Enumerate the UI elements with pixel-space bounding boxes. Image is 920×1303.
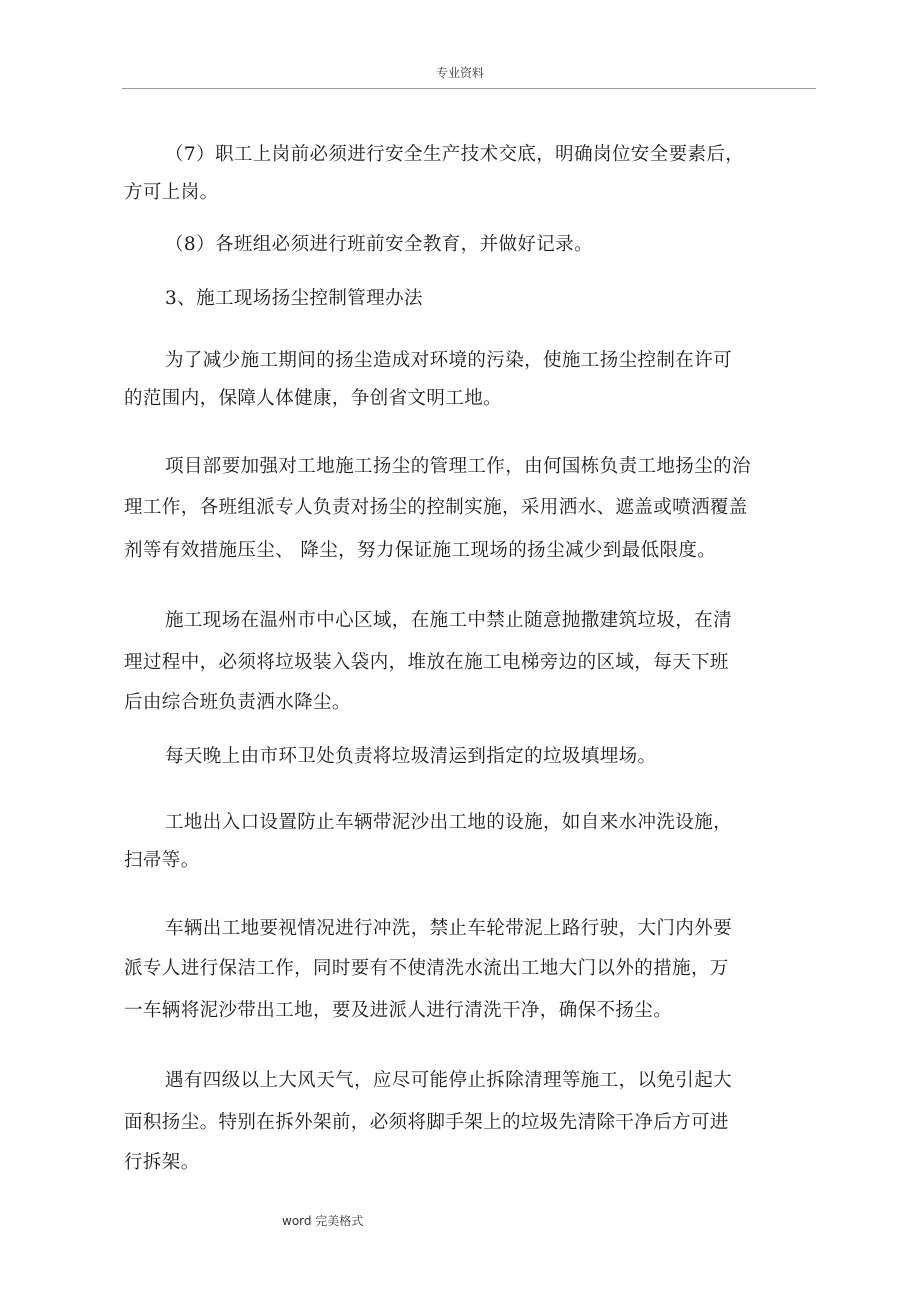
vehicle-paragraph-line-3: 一车辆将泥沙带出工地，要及进派人进行清洗干净，确保不扬尘。 (124, 1000, 673, 1021)
vehicle-paragraph-line-1: 车辆出工地要视情况进行冲洗，禁止车轮带泥上路行驶，大门内外要 (165, 918, 733, 939)
paragraph-7-line-2: 方可上岗。 (124, 182, 219, 203)
site-paragraph-line-1: 施工现场在温州市中心区域，在施工中禁止随意抛撒建筑垃圾，在清 (165, 610, 733, 631)
wind-paragraph-line-3: 行拆架。 (124, 1152, 200, 1173)
page-header: 专业资料 (435, 66, 484, 80)
wind-paragraph-line-2: 面积扬尘。特别在拆外架前，必须将脚手架上的垃圾先清除干净后方可进 (124, 1112, 729, 1133)
management-paragraph-line-2: 理工作，各班组派专人负责对扬尘的控制实施，采用洒水、遮盖或喷洒覆盖 (124, 497, 748, 518)
site-paragraph-line-2: 理过程中，必须将垃圾装入袋内，堆放在施工电梯旁边的区域，每天下班 (124, 652, 729, 673)
site-paragraph-line-3: 后由综合班负责洒水降尘。 (124, 692, 351, 713)
garbage-paragraph-line-1: 每天晚上由市环卫处负责将垃圾清运到指定的垃圾填埋场。 (165, 746, 657, 767)
management-paragraph-line-3: 剂等有效措施压尘、 降尘，努力保证施工现场的扬尘减少到最低限度。 (124, 540, 717, 561)
intro-paragraph-line-1: 为了减少施工期间的扬尘造成对环境的污染，使施工扬尘控制在许可 (165, 350, 733, 371)
entrance-paragraph-line-2: 扫帚等。 (124, 850, 200, 871)
header-divider (122, 88, 816, 89)
paragraph-8-line-1: （8）各班组必须进行班前安全教育，并做好记录。 (165, 234, 593, 255)
page-footer: word 完美格式 (282, 1214, 364, 1228)
management-paragraph-line-1: 项目部要加强对工地施工扬尘的管理工作，由何国栋负责工地扬尘的治 (165, 456, 751, 477)
paragraph-7-line-1: （7）职工上岗前必须进行安全生产技术交底，明确岗位安全要素后， (165, 144, 745, 165)
wind-paragraph-line-1: 遇有四级以上大风天气，应尽可能停止拆除清理等施工，以免引起大 (165, 1070, 733, 1091)
section-heading: 3、施工现场扬尘控制管理办法 (165, 288, 423, 309)
entrance-paragraph-line-1: 工地出入口设置防止车辆带泥沙出工地的设施，如自来水冲洗设施， (165, 812, 733, 833)
intro-paragraph-line-2: 的范围内，保障人体健康，争创省文明工地。 (124, 388, 503, 409)
vehicle-paragraph-line-2: 派专人进行保洁工作，同时要有不使清洗水流出工地大门以外的措施，万 (124, 958, 729, 979)
